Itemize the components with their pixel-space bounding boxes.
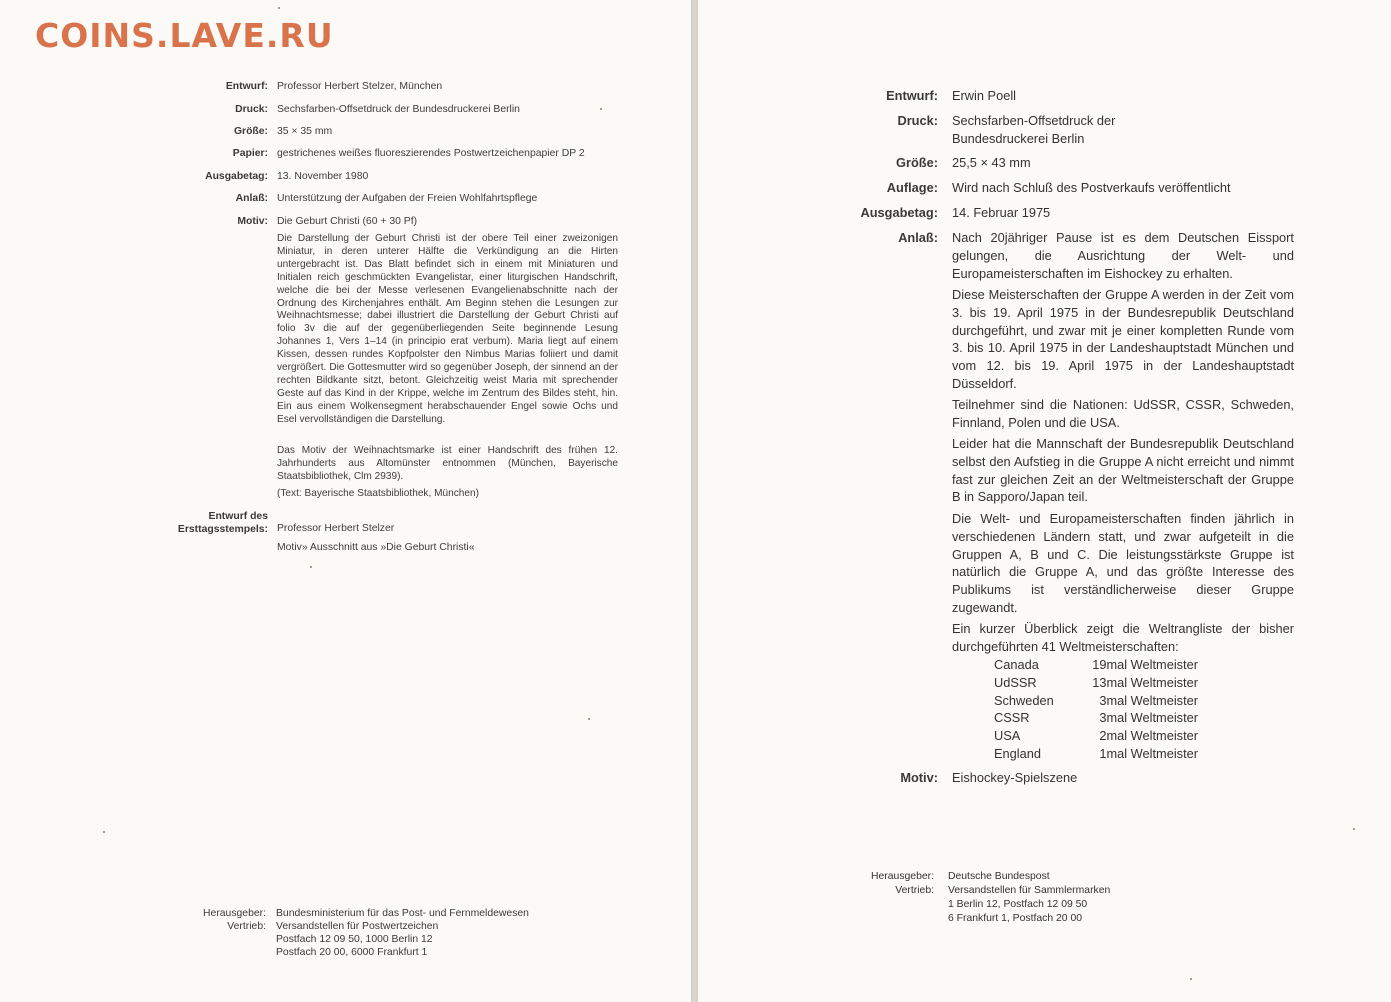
label-ausgabetag: Ausgabetag: bbox=[205, 171, 268, 182]
motiv-source-paragraph: Das Motiv der Weihnachtsmarke ist einer Handschrift des frühen 12. Jahrhunderts aus Altomünster entnommen (München, Bayerische Staatsbibliothek, Clm 2939). bbox=[277, 445, 618, 482]
paper-speck bbox=[278, 7, 280, 9]
value-entwurf-ersttagsstempel: Professor Herbert Stelzer bbox=[277, 523, 395, 534]
watermark-text: COINS.LAVE.RU bbox=[35, 16, 334, 55]
value-papier: gestrichenes weißes fluoreszierendes Postwertzeichenpapier DP 2 bbox=[277, 148, 585, 159]
anlass-paragraph: Ein kurzer Überblick zeigt die Weltrangliste der bisher durchgeführten 41 Weltmeisterschaften: bbox=[952, 621, 1294, 654]
label-ausgabetag: Ausgabetag: bbox=[860, 205, 938, 220]
label-papier: Papier: bbox=[232, 148, 268, 159]
paper-speck bbox=[1190, 978, 1192, 980]
motiv-description-paragraph: Die Darstellung der Geburt Christi ist der obere Teil einer zweizonigen Miniatur, in deren unterer Hälfte die Verkündigung an die Hirten untergebracht ist. Das Blatt befindet sich in einem mit Miniaturen und Initialen reich geschmückten Evangelistar, einer liturgischen Handschrift, welche die bei der Messe verlesenen Evangelienabschnitte nach der Ordnung des Kirchenjahres enthält. Am Beginn stehen die Lesungen zur Weihnachtsmesse; dabei illustriert die Darstellung der Geburt Christi auf folio 3v die auf der gegenüberliegenden Seite beginnende Lesung Johannes 1, Vers 1–14 (in principio erat verbum). Maria liegt auf einem Kissen, dessen rundes Kopfpolster den Nimbus Marias foliiert und damit vergrößert. Die Gottesmutter wird so gegenüber Joseph, der sinnend an der rechten Bildkante sitzt, betont. Gleichzeitig weist Maria mit sprechender Geste auf das Kind in der Krippe, welche im Zentrum des Bildes steht, hin. Ein aus einem Wolkensegment herabschauender Engel sowie Ochs und Esel vervollständigen die Darstellung. bbox=[277, 233, 618, 425]
label-motiv: Motiv: bbox=[237, 216, 268, 227]
paper-speck bbox=[588, 718, 590, 720]
ranking-country: Schweden bbox=[994, 692, 1054, 708]
anlass-paragraph: Die Welt- und Europameisterschaften finden jährlich in verschiedenen Ländern statt, und zwar aufgeteilt in die Gruppen A, B und C. Die leistungsstärkste Gruppe ist natürlich die Gruppe A, und das größte Interesse des Publikums ist verständlicherweise dieser Gruppe zugewandt. bbox=[952, 511, 1294, 615]
label-druck: Druck: bbox=[235, 104, 268, 115]
anlass-paragraph: Leider hat die Mannschaft der Bundesrepublik Deutschland selbst den Aufstieg in die Gruppe A nicht erreicht und nimmt fast zur gleichen Zeit an der Weltmeisterschaft der Gruppe B in Sapporo/Japan teil. bbox=[952, 436, 1294, 505]
ranking-titles: 19mal Weltmeister bbox=[1092, 657, 1198, 672]
stamp-motiv-line: Motiv» Ausschnitt aus »Die Geburt Christi« bbox=[277, 542, 475, 553]
value-ausgabetag: 14. Februar 1975 bbox=[952, 205, 1051, 220]
label-auflage: Auflage: bbox=[886, 180, 938, 195]
label-motiv: Motiv: bbox=[900, 770, 938, 785]
left-value-herausgeber: Bundesministerium für das Post- und Fernmeldewesen bbox=[276, 908, 529, 919]
ranking-titles: 13mal Weltmeister bbox=[1092, 674, 1198, 690]
right-label-vertrieb: Vertrieb: bbox=[895, 885, 934, 896]
ranking-titles: 1mal Weltmeister bbox=[1099, 745, 1198, 761]
value-anlass: Nach 20jähriger Pause ist es dem Deutschen Eissport gelungen, die Ausrichtung der Welt- und Europameisterschaften im Eishockey zu erhalten. bbox=[952, 230, 1294, 281]
left-vertrieb-line: Versandstellen für Postwertzeichen bbox=[276, 921, 439, 932]
right-vertrieb-line: Versandstellen für Sammlermarken bbox=[948, 885, 1111, 896]
value-groesse: 25,5 × 43 mm bbox=[952, 155, 1031, 170]
value-entwurf: Professor Herbert Stelzer, München bbox=[277, 81, 443, 92]
value-ausgabetag: 13. November 1980 bbox=[277, 171, 369, 182]
right-vertrieb-line: 6 Frankfurt 1, Postfach 20 00 bbox=[948, 913, 1082, 924]
left-label-vertrieb: Vertrieb: bbox=[227, 921, 266, 932]
paper-speck bbox=[103, 831, 105, 833]
value-anlass: Unterstützung der Aufgaben der Freien Wohlfahrtspflege bbox=[277, 193, 538, 204]
value-druck: Sechsfarben-Offsetdruck der Bundesdruckerei Berlin bbox=[277, 104, 520, 115]
ranking-country: CSSR bbox=[994, 710, 1030, 726]
label-groesse: Größe: bbox=[896, 155, 938, 170]
ranking-country: USA bbox=[994, 728, 1021, 744]
table-row bbox=[994, 709, 1198, 727]
label-anlass: Anlaß: bbox=[898, 230, 938, 245]
table-row bbox=[994, 674, 1198, 692]
table-row bbox=[994, 656, 1198, 674]
ranking-country: England bbox=[994, 745, 1041, 761]
world-ranking-table bbox=[994, 656, 1198, 763]
value-motiv: Die Geburt Christi (60 + 30 Pf) bbox=[277, 216, 418, 227]
ranking-country: UdSSR bbox=[994, 674, 1037, 690]
label-entwurf: Entwurf: bbox=[225, 81, 268, 92]
paper-speck bbox=[310, 566, 312, 568]
left-vertrieb-line: Postfach 20 00, 6000 Frankfurt 1 bbox=[276, 947, 428, 958]
ranking-titles: 3mal Weltmeister bbox=[1099, 692, 1198, 708]
value-motiv: Eishockey-Spielszene bbox=[952, 770, 1078, 785]
label-groesse: Größe: bbox=[233, 126, 268, 137]
ranking-titles: 3mal Weltmeister bbox=[1099, 710, 1198, 726]
label-druck: Druck: bbox=[897, 113, 938, 128]
paper-speck bbox=[1353, 828, 1355, 830]
value-auflage: Wird nach Schluß des Postverkaufs veröffentlicht bbox=[952, 180, 1231, 195]
value-druck: Sechsfarben-Offsetdruck der Bundesdruckerei Berlin bbox=[952, 113, 1116, 146]
anlass-paragraph: Teilnehmer sind die Nationen: UdSSR, CSSR, Schweden, Finnland, Polen und die USA. bbox=[952, 397, 1294, 430]
anlass-paragraph: Diese Meisterschaften der Gruppe A werden in der Zeit vom 3. bis 19. April 1975 in der Bundesrepublik Deutschland durchgeführt, und zwar mit je einer kompletten Runde vom 3. bis 10. April 1975 in der Landeshauptstadt München und vom 12. bis 19. April 1975 in der Landeshauptstadt Düsseldorf. bbox=[952, 287, 1294, 391]
value-groesse: 35 × 35 mm bbox=[277, 126, 333, 137]
table-row bbox=[994, 727, 1198, 745]
label-anlass: Anlaß: bbox=[235, 193, 268, 204]
text-credit: (Text: Bayerische Staatsbibliothek, München) bbox=[277, 488, 479, 499]
value-entwurf: Erwin Poell bbox=[952, 88, 1017, 103]
right-label-herausgeber: Herausgeber: bbox=[871, 871, 934, 882]
label-entwurf-ersttagsstempel: Entwurf des Ersttagsstempels: bbox=[177, 511, 268, 535]
label-entwurf: Entwurf: bbox=[886, 88, 938, 103]
left-label-herausgeber: Herausgeber: bbox=[203, 908, 266, 919]
right-vertrieb-line: 1 Berlin 12, Postfach 12 09 50 bbox=[948, 899, 1088, 910]
left-vertrieb-line: Postfach 12 09 50, 1000 Berlin 12 bbox=[276, 934, 433, 945]
paper-speck bbox=[600, 108, 602, 110]
table-row bbox=[994, 745, 1198, 763]
ranking-country: Canada bbox=[994, 657, 1039, 672]
right-value-herausgeber: Deutsche Bundespost bbox=[948, 871, 1050, 882]
table-row bbox=[994, 692, 1198, 710]
ranking-titles: 2mal Weltmeister bbox=[1099, 728, 1198, 744]
